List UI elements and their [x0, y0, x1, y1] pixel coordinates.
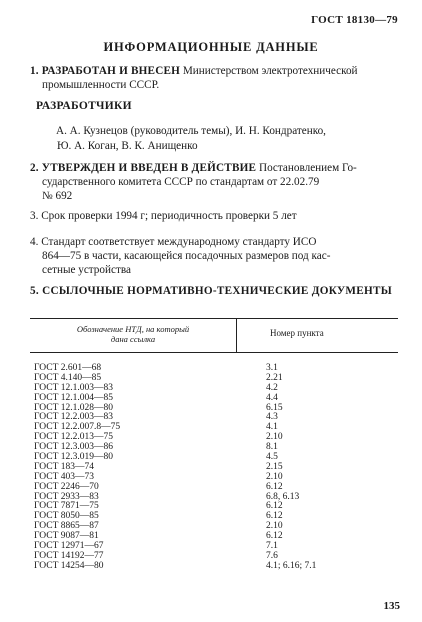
- item-4: [30, 235, 402, 277]
- item-4-line2: 864—75 в части, касающейся посадочных размеров под кас-: [42, 250, 331, 262]
- ref-document: ГОСТ 2.601—68: [34, 363, 102, 373]
- table-column-divider: [236, 318, 237, 352]
- developers-heading: РАЗРАБОТЧИКИ: [36, 100, 132, 112]
- ref-document: ГОСТ 12971—67: [34, 541, 104, 552]
- ref-document: ГОСТ 8050—85: [34, 511, 99, 522]
- ref-document: ГОСТ 12.3.019—80: [34, 452, 113, 463]
- ref-item-number: 2.10: [266, 521, 283, 532]
- item-1: [30, 64, 402, 92]
- item-2-line2: сударственного комитета СССР по стандартам от 22.02.79: [42, 176, 320, 188]
- item-2-rest: Постановлением Го-: [256, 162, 357, 174]
- ref-item-number: 6.15: [266, 402, 283, 413]
- ref-item-number: 6.12: [266, 531, 283, 542]
- ref-item-number: 3.1: [266, 363, 278, 373]
- ref-item-number: 4.1: [266, 422, 278, 433]
- reference-table-body: [34, 364, 398, 572]
- ref-document: ГОСТ 12.1.028—80: [34, 402, 113, 413]
- item-5: 5. ССЫЛОЧНЫЕ НОРМАТИВНО-ТЕХНИЧЕСКИЕ ДОКУМЕНТЫ: [30, 285, 393, 297]
- ref-document: ГОСТ 12.2.013—75: [34, 432, 113, 443]
- ref-item-number: 4.2: [266, 382, 278, 393]
- ref-document: ГОСТ 2933—83: [34, 491, 99, 502]
- ref-document: ГОСТ 403—73: [34, 471, 94, 482]
- table-header-rule: [30, 352, 398, 353]
- table-header-item: Номер пункта: [270, 328, 324, 338]
- ref-item-number: 2.10: [266, 432, 283, 443]
- ref-document: ГОСТ 2246—70: [34, 481, 99, 492]
- item-1-line2: промышленности СССР.: [42, 79, 160, 91]
- item-3: 3. Срок проверки 1994 г; периодичность проверки 5 лет: [30, 210, 297, 222]
- ref-document: ГОСТ 9087—81: [34, 531, 99, 542]
- ref-item-number: 6.12: [266, 501, 283, 512]
- developers-line2: Ю. А. Коган, В. К. Анищенко: [57, 140, 198, 152]
- standard-header: ГОСТ 18130—79: [311, 14, 398, 26]
- ref-document: ГОСТ 183—74: [34, 461, 94, 472]
- item-1-bold: 1. РАЗРАБОТАН И ВНЕСЕН: [30, 65, 181, 77]
- ref-item-number: 4.5: [266, 452, 278, 463]
- ref-document: ГОСТ 12.2.007.8—75: [34, 422, 121, 433]
- ref-document: ГОСТ 14254—80: [34, 560, 104, 571]
- page-title: ИНФОРМАЦИОННЫЕ ДАННЫЕ: [103, 40, 319, 54]
- ref-item-number: 4.1; 6.16; 7.1: [266, 560, 317, 571]
- item-2-bold: 2. УТВЕРЖДЕН И ВВЕДЕН В ДЕЙСТВИЕ: [30, 162, 257, 174]
- ref-document: ГОСТ 8865—87: [34, 521, 99, 532]
- item-2: [30, 161, 402, 203]
- ref-item-number: 2.15: [266, 461, 283, 472]
- ref-item-number: 6.12: [266, 511, 283, 522]
- item-2-line3: № 692: [42, 190, 73, 202]
- page-number: 135: [383, 600, 400, 612]
- ref-item-number: 6.8, 6.13: [266, 491, 300, 502]
- ref-item-number: 4.3: [266, 412, 278, 423]
- ref-item-number: 8.1: [266, 442, 278, 453]
- ref-document: ГОСТ 4.140—85: [34, 372, 102, 383]
- table-row: [34, 562, 398, 572]
- developers-line1: А. А. Кузнецов (руководитель темы), И. Н. Кондратенко,: [56, 125, 326, 137]
- item-4-line1: 4. Стандарт соответствует международному стандарту ИСО: [30, 236, 317, 248]
- ref-document: ГОСТ 12.2.003—83: [34, 412, 113, 423]
- ref-item-number: 6.12: [266, 481, 283, 492]
- table-header-document: [38, 324, 228, 344]
- ref-item-number: 4.4: [266, 392, 278, 403]
- ref-document: ГОСТ 12.1.003—83: [34, 382, 113, 393]
- table-top-rule: [30, 318, 398, 319]
- ref-item-number: 7.1: [266, 541, 278, 552]
- item-4-line3: сетные устройства: [42, 264, 131, 276]
- ref-item-number: 2.21: [266, 372, 283, 383]
- ref-document: ГОСТ 12.1.004—85: [34, 392, 113, 403]
- developers-list: [56, 124, 402, 154]
- table-header-document-line1: Обозначение НТД, на который: [76, 324, 190, 334]
- ref-document: ГОСТ 14192—77: [34, 550, 104, 561]
- ref-item-number: 2.10: [266, 471, 283, 482]
- ref-document: ГОСТ 12.3.003—86: [34, 442, 113, 453]
- ref-document: ГОСТ 7871—75: [34, 501, 99, 512]
- table-header-document-line2: дана ссылка: [110, 334, 156, 344]
- ref-item-number: 7.6: [266, 550, 278, 561]
- item-1-rest: Министерством электротехнической: [180, 65, 358, 77]
